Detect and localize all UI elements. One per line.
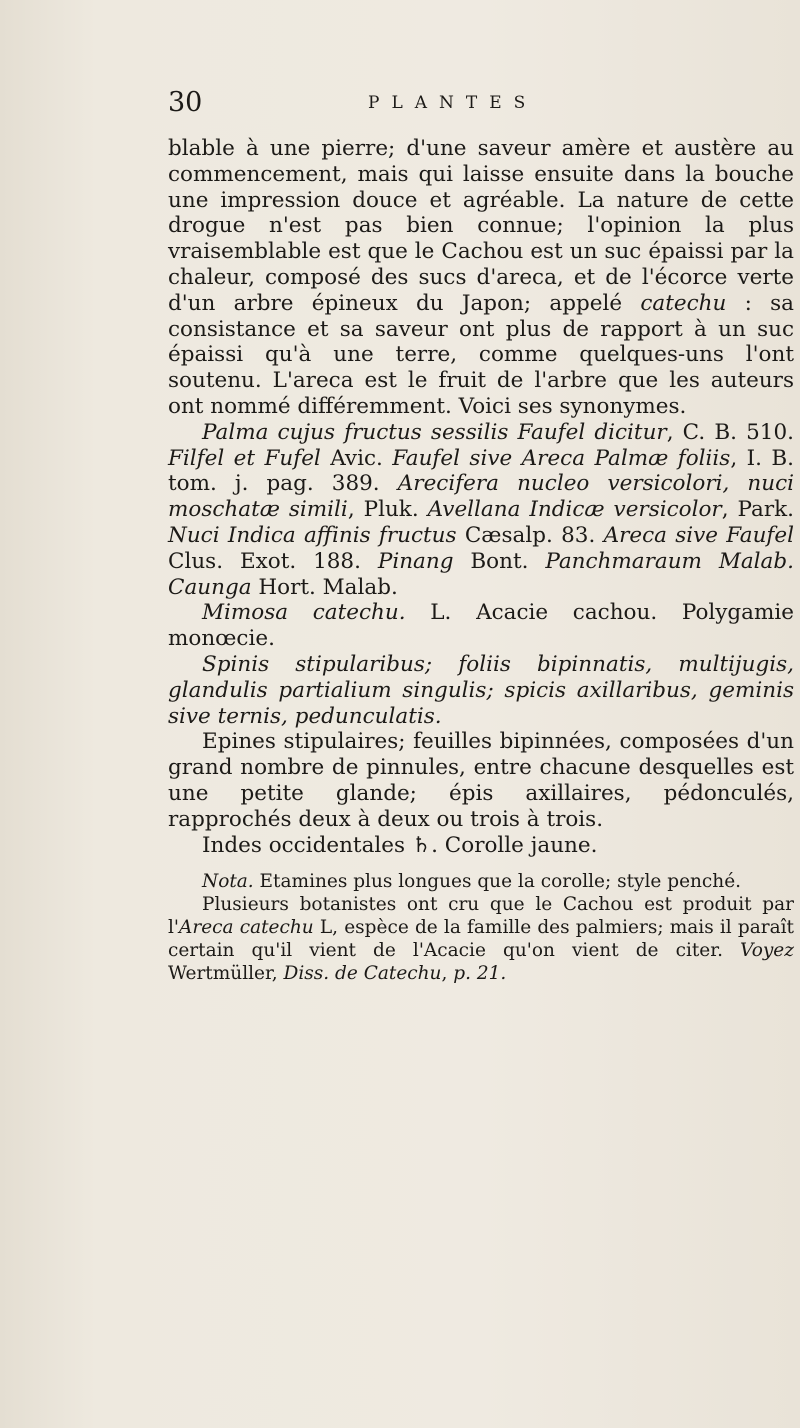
latin-description-text: Spinis stipularibus; foliis bipinnatis, multijugis, glandulis partialium singulis; spicis axillaribus, geminis sive ternis, pedunculatis. bbox=[168, 651, 794, 729]
species-name: Mimosa catechu. bbox=[202, 600, 406, 626]
italic-term: Areca catechu bbox=[179, 917, 314, 939]
synonym-latin: Pinang bbox=[377, 548, 454, 574]
synonym-ref: , I. B. tom. j. pag. 389. bbox=[168, 445, 795, 497]
paragraph-description bbox=[168, 136, 794, 420]
synonym-ref: , Pluk. bbox=[347, 497, 419, 523]
main-text bbox=[168, 136, 794, 985]
habitat-line: Indes occidentales ♄. Corolle jaune. bbox=[202, 832, 598, 858]
synonym-ref: Avic. bbox=[320, 445, 383, 471]
note-author: Wertmüller, bbox=[168, 963, 284, 985]
italic-term: Voyez bbox=[740, 940, 794, 962]
note-work-title: Diss. de Catechu bbox=[283, 963, 442, 985]
italic-term: catechu bbox=[640, 290, 727, 316]
synonym-latin: Panchmaraum Malab. bbox=[545, 548, 794, 574]
note-text: L, espèce de la famille des palmiers; mais il paraît certain qu'il vient de l'Acacie qu'on vient de citer. bbox=[168, 917, 794, 962]
spacer bbox=[168, 858, 794, 870]
page-header bbox=[168, 86, 780, 126]
synonym-ref: Clus. Exot. 188. bbox=[168, 548, 361, 574]
synonym-latin: Areca sive Faufel bbox=[603, 522, 794, 548]
french-description: Epines stipulaires; feuilles bipinnées, composées d'un grand nombre de pinnules, entre chacune desquelles est une petite glande; épis axillaires, pédonculés, rapprochés deux à deux ou trois à trois. bbox=[168, 729, 794, 832]
note-label: Nota. bbox=[202, 871, 254, 893]
note-text: , bbox=[441, 963, 454, 985]
paragraph-text: blable à une pierre; d'une saveur amère et austère au commencement, mais qui laisse ensuite dans la bouche une impression douce et agréable. La nature de cette drogue n'est pas bien connue; l'opinion la plus vraisemblable est que le Cachou est un suc épaissi par la chaleur, composé des sucs d'areca, et de l'écorce verte d'un arbre épineux du Japon; appelé bbox=[168, 136, 794, 316]
species-classification: L. Acacie cachou. Polygamie monœcie. bbox=[168, 600, 794, 652]
running-head: PLANTES bbox=[368, 93, 538, 113]
synonym-ref: Hort. Malab. bbox=[251, 574, 398, 600]
synonym-ref: , Park. bbox=[721, 497, 794, 523]
synonym-latin: Faufel sive Areca Palmæ foliis bbox=[392, 445, 731, 471]
synonym-latin: Palma cujus fructus sessilis Faufel dicitur bbox=[202, 419, 667, 445]
synonym-latin: Arecifera nucleo versicolori, nuci moschatæ simili bbox=[168, 471, 795, 523]
synonym-latin: Nuci Indica affinis fructus bbox=[168, 522, 457, 548]
species-heading bbox=[168, 600, 794, 652]
synonym-ref: Cæsalp. 83. bbox=[456, 522, 596, 548]
note-paragraph-2 bbox=[168, 893, 794, 985]
note-page-ref: p. 21. bbox=[453, 963, 507, 985]
note-text: Etamines plus longues que la corolle; style penché. bbox=[253, 871, 742, 893]
note-paragraph bbox=[168, 870, 794, 893]
page-number: 30 bbox=[168, 87, 203, 118]
synonym-ref: , C. B. 510. bbox=[666, 419, 794, 445]
synonym-latin: Caunga bbox=[168, 574, 252, 600]
synonym-ref: Bont. bbox=[453, 548, 529, 574]
paragraph-text: : sa consistance et sa saveur ont plus de rapport à un suc épaissi qu'à une terre, comme quelques-uns l'ont soutenu. L'areca est le fruit de l'arbre que les auteurs ont nommé différemment. Voici ses synonymes. bbox=[168, 290, 795, 419]
note-text: Plusieurs botanistes ont cru que le Cachou est produit par l' bbox=[168, 894, 794, 939]
synonyms-paragraph bbox=[168, 420, 794, 601]
synonym-latin: Avellana Indicæ versicolor bbox=[427, 497, 722, 523]
latin-description bbox=[168, 652, 794, 729]
synonym-latin: Filfel et Fufel bbox=[168, 445, 321, 471]
